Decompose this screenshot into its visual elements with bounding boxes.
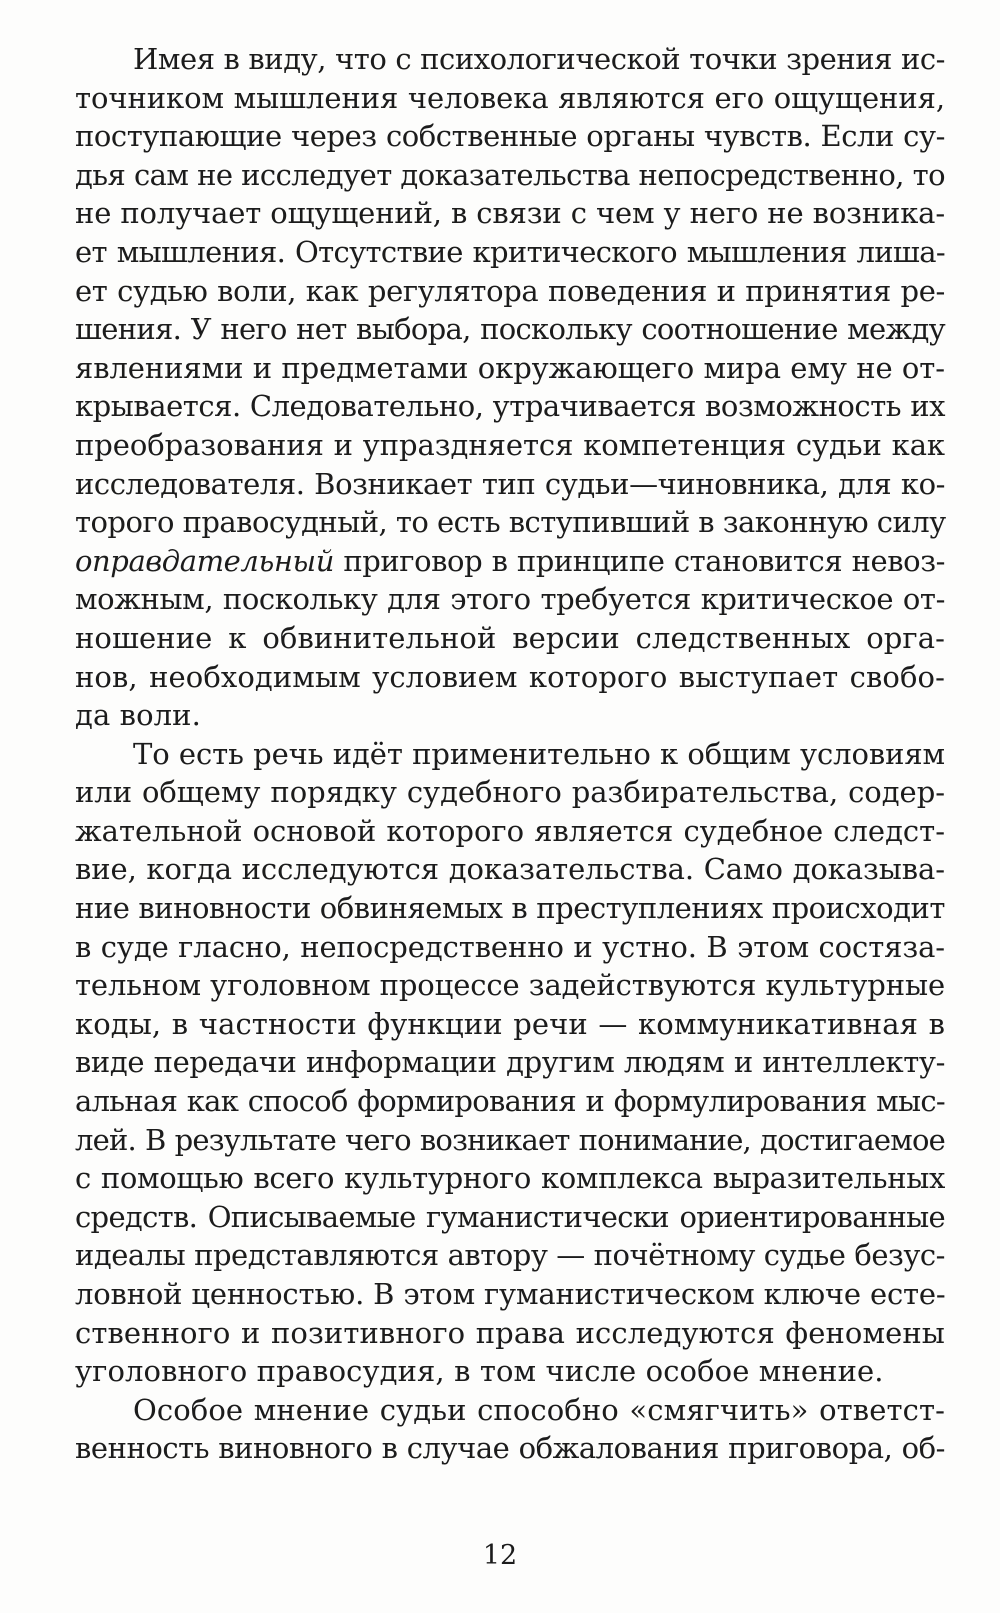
italic-term: оправдательный (75, 543, 334, 578)
text-line: тельном уголовном процессе задействуются культурные (75, 968, 945, 1003)
text-line: ловной ценностью. В этом гуманистическом ключе есте- (75, 1277, 946, 1311)
text-line: преобразования и упраздняется компетенция судьи как (75, 427, 945, 462)
paragraph-2 (75, 735, 945, 1391)
text-line: ношение к обвинительной версии следственных орга- (75, 620, 945, 655)
text-line: виде передачи информации другим людям и интеллекту- (75, 1045, 945, 1080)
text-line: лей. В результате чего возникает понимание, достигаемое (75, 1122, 945, 1157)
text-line: Особое мнение судьи способно «смягчить» ответст- (133, 1392, 945, 1427)
text-line: То есть речь идёт применительно к общим условиям (133, 736, 945, 771)
text-line: с помощью всего культурного комплекса выразительных (75, 1161, 945, 1196)
text-line: Имея в виду, что с психологической точки зрения ис- (133, 42, 945, 76)
text-line: дья сам не исследует доказательства непосредственно, то (75, 157, 945, 192)
text-line-rest: приговор в принципе становится невоз- (333, 543, 945, 578)
text-line: уголовного правосудия, в том числе особое мнение. (75, 1354, 884, 1389)
text-line: вие, когда исследуются доказательства. Само доказыва- (75, 852, 945, 887)
text-line: ет судью воли, как регулятора поведения и принятия ре- (75, 273, 945, 308)
text-line-with-italic (75, 542, 945, 581)
text-line: ет мышления. Отсутствие критического мышления лиша- (75, 234, 945, 269)
page-number: 12 (482, 1540, 518, 1571)
text-line: точником мышления человека являются его ощущения, (75, 80, 945, 115)
text-line: не получает ощущений, в связи с чем у него не возника- (75, 196, 945, 231)
text-line: нов, необходимым условием которого выступает свобо- (75, 659, 945, 694)
text-line: ственного и позитивного права исследуются феномены (75, 1315, 945, 1350)
text-line: шения. У него нет выбора, поскольку соотношение между (75, 312, 945, 347)
text-line: исследователя. Возникает тип судьи—чиновника, для ко- (75, 466, 945, 501)
text-line: да воли. (75, 698, 201, 733)
text-line: торого правосудный, то есть вступивший в законную силу (75, 505, 946, 540)
body-text (75, 40, 945, 1468)
text-line: или общему порядку судебного разбирательства, содер- (75, 775, 945, 810)
text-line: венность виновного в случае обжалования приговора, об- (75, 1431, 945, 1466)
text-line: коды, в частности функции речи — коммуникативная в (75, 1006, 945, 1041)
text-line: явлениями и предметами окружающего мира ему не от- (75, 350, 945, 385)
text-line: средств. Описываемые гуманистически ориентированные (75, 1199, 945, 1234)
paragraph-1 (75, 40, 945, 735)
text-line: в суде гласно, непосредственно и устно. В этом состяза- (75, 929, 945, 964)
text-line: жательной основой которого является судебное следст- (75, 813, 945, 848)
text-line: крывается. Следовательно, утрачивается возможность их (75, 389, 945, 424)
text-line: ние виновности обвиняемых в преступлениях происходит (75, 891, 945, 926)
text-line: идеалы представляются автору — почётному судье безус- (75, 1238, 945, 1273)
text-line: поступающие через собственные органы чувств. Если су- (75, 119, 945, 154)
paragraph-3 (75, 1391, 945, 1468)
text-line: можным, поскольку для этого требуется критическое от- (75, 582, 945, 617)
text-line: альная как способ формирования и формулирования мыс- (75, 1084, 945, 1119)
